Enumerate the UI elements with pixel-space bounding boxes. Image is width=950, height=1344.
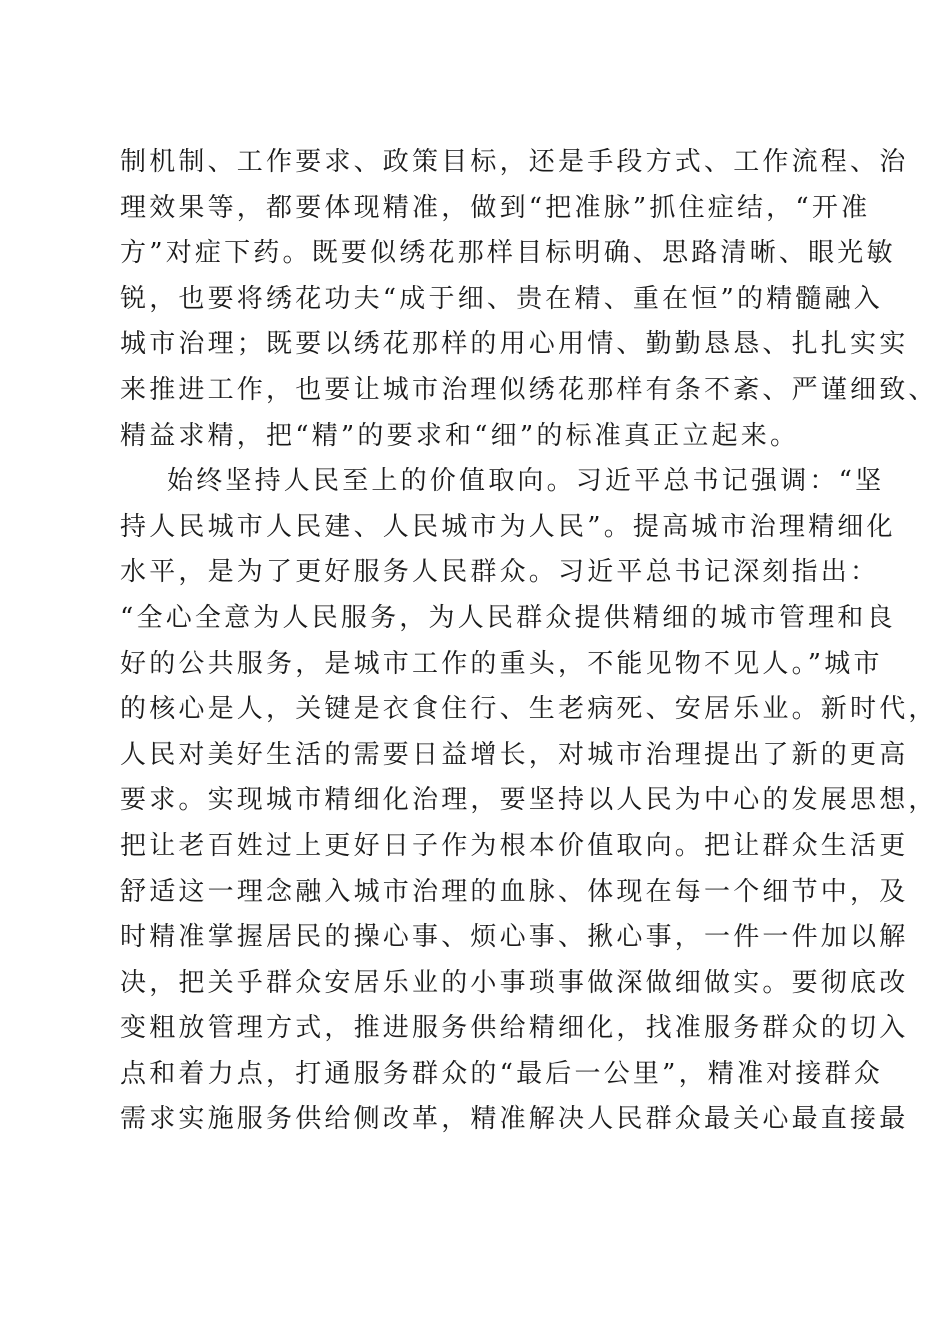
text-line: 水平，是为了更好服务人民群众。习近平总书记深刻指出：	[120, 557, 880, 588]
text-line: 变粗放管理方式，推进服务供给精细化，找准服务群众的切入	[120, 1013, 909, 1044]
text-line: 决，把关乎群众安居乐业的小事琐事做深做细做实。要彻底改	[120, 967, 909, 998]
text-line: 来推进工作，也要让城市治理似绣花那样有条不紊、严谨细致、	[120, 374, 938, 405]
text-line: 时精准掌握居民的操心事、烦心事、揪心事，一件一件加以解	[120, 922, 909, 953]
document-body	[120, 140, 938, 1143]
text-line: 持人民城市人民建、人民城市为人民”。提高城市治理精细化	[120, 511, 896, 542]
text-line: 的核心是人，关键是衣食住行、生老病死、安居乐业。新时代，	[120, 694, 938, 725]
text-line: 城市治理；既要以绣花那样的用心用情、勤勤恳恳、扎扎实实	[120, 329, 909, 360]
paragraph-first-line: 始终坚持人民至上的价值取向。习近平总书记强调：“坚	[167, 466, 885, 497]
text-line: 舒适这一理念融入城市治理的血脉、体现在每一个细节中，及	[120, 876, 909, 907]
text-line: 理效果等，都要体现精准，做到“把准脉”抓住症结，“开准	[120, 192, 871, 223]
text-line: 锐，也要将绣花功夫“成于细、贵在精、重在恒”的精髓融入	[120, 283, 883, 314]
text-line: 好的公共服务，是城市工作的重头，不能见物不见人。”城市	[120, 648, 883, 679]
text-line: 制机制、工作要求、政策目标，还是手段方式、工作流程、治	[120, 147, 909, 177]
text-line: “全心全意为人民服务，为人民群众提供精细的城市管理和良	[120, 602, 896, 633]
text-line: 方”对症下药。既要似绣花那样目标明确、思路清晰、眼光敏	[120, 238, 896, 269]
paragraph-1	[120, 140, 938, 459]
text-line: 需求实施服务供给侧改革，精准解决人民群众最关心最直接最	[120, 1104, 909, 1135]
text-line: 点和着力点，打通服务群众的“最后一公里”，精准对接群众	[120, 1058, 883, 1089]
text-line: 精益求精，把“精”的要求和“细”的标准真正立起来。	[120, 420, 800, 451]
text-line: 把让老百姓过上更好日子作为根本价值取向。把让群众生活更	[120, 830, 909, 861]
text-line: 要求。实现城市精细化治理，要坚持以人民为中心的发展思想，	[120, 785, 938, 816]
text-line: 人民对美好生活的需要日益增长，对城市治理提出了新的更高	[120, 739, 909, 770]
paragraph-2	[120, 459, 938, 1143]
